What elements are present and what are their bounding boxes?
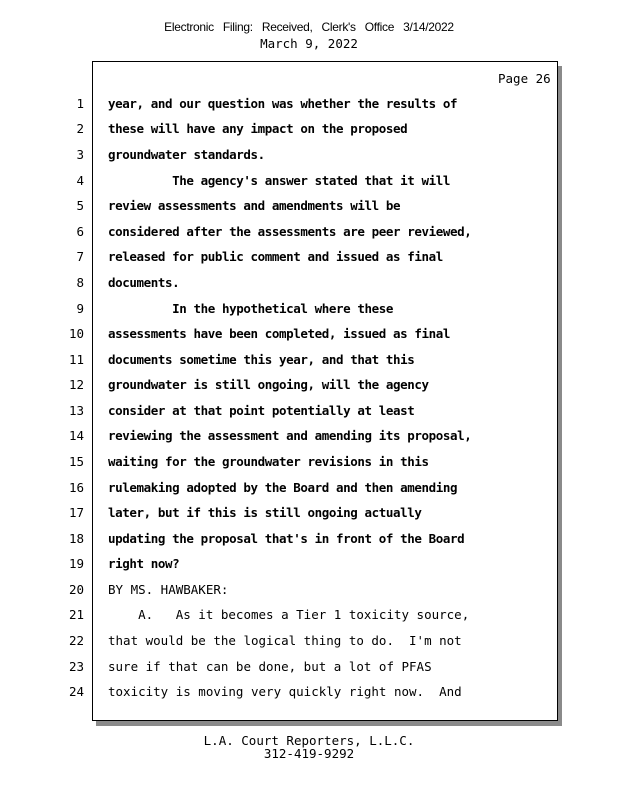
transcript-line: right now? [108, 556, 180, 571]
line-number: 19 [68, 556, 84, 571]
line-number: 18 [68, 531, 84, 546]
transcript-line: released for public comment and issued as final [108, 249, 443, 264]
line-number: 13 [68, 403, 84, 418]
line-number: 7 [76, 249, 84, 264]
transcript-line: assessments have been completed, issued as final [108, 326, 451, 341]
transcript-line: rulemaking adopted by the Board and then amending [108, 480, 458, 495]
line-number: 3 [76, 147, 84, 162]
transcript-line: The agency's answer stated that it will [108, 173, 451, 188]
line-number: 1 [76, 96, 84, 111]
line-number: 22 [68, 633, 84, 648]
line-number: 20 [68, 582, 84, 597]
transcript-line: documents. [108, 275, 180, 290]
page-number: Page 26 [498, 71, 551, 86]
reporter-company: L.A. Court Reporters, L.L.C. [203, 733, 415, 748]
transcript-line: A. As it becomes a Tier 1 toxicity source, [108, 607, 470, 622]
transcript-line: considered after the assessments are peer reviewed, [108, 224, 472, 239]
transcript-line: groundwater standards. [108, 147, 265, 162]
line-number: 21 [68, 607, 84, 622]
transcript-line: these will have any impact on the proposed [108, 121, 408, 136]
transcript-line: toxicity is moving very quickly right now. And [108, 684, 462, 699]
line-number: 5 [76, 198, 84, 213]
transcript-line: consider at that point potentially at least [108, 403, 415, 418]
reporter-phone: 312-419-9292 [263, 746, 355, 761]
transcript-line: that would be the logical thing to do. I'm not [108, 633, 462, 648]
line-number: 11 [68, 352, 84, 367]
transcript-line: review assessments and amendments will be [108, 198, 401, 213]
line-number: 23 [68, 659, 84, 674]
transcript-line: updating the proposal that's in front of the Board [108, 531, 465, 546]
transcript-line: later, but if this is still ongoing actually [108, 505, 422, 520]
line-number: 24 [68, 684, 84, 699]
transcript-line: sure if that can be done, but a lot of PFAS [108, 659, 432, 674]
transcript-line: reviewing the assessment and amending its proposal, [108, 428, 472, 443]
transcript-line: In the hypothetical where these [108, 301, 394, 316]
line-number: 15 [68, 454, 84, 469]
line-number: 12 [68, 377, 84, 392]
transcript-line: year, and our question was whether the results of [108, 96, 458, 111]
line-number: 4 [76, 173, 84, 188]
transcript-line: BY MS. HAWBAKER: [108, 582, 229, 597]
transcript-date: March 9, 2022 [260, 36, 358, 51]
line-number: 2 [76, 121, 84, 136]
line-number: 16 [68, 480, 84, 495]
line-number: 6 [76, 224, 84, 239]
line-number: 17 [68, 505, 84, 520]
line-number: 14 [68, 428, 84, 443]
transcript-line: documents sometime this year, and that this [108, 352, 415, 367]
transcript-line: waiting for the groundwater revisions in this [108, 454, 429, 469]
line-number: 8 [76, 275, 84, 290]
line-number: 9 [76, 301, 84, 316]
line-number: 10 [68, 326, 84, 341]
transcript-line: groundwater is still ongoing, will the agency [108, 377, 429, 392]
filing-stamp: Electronic Filing: Received, Clerk's Office 3/14/2022 [164, 20, 454, 34]
